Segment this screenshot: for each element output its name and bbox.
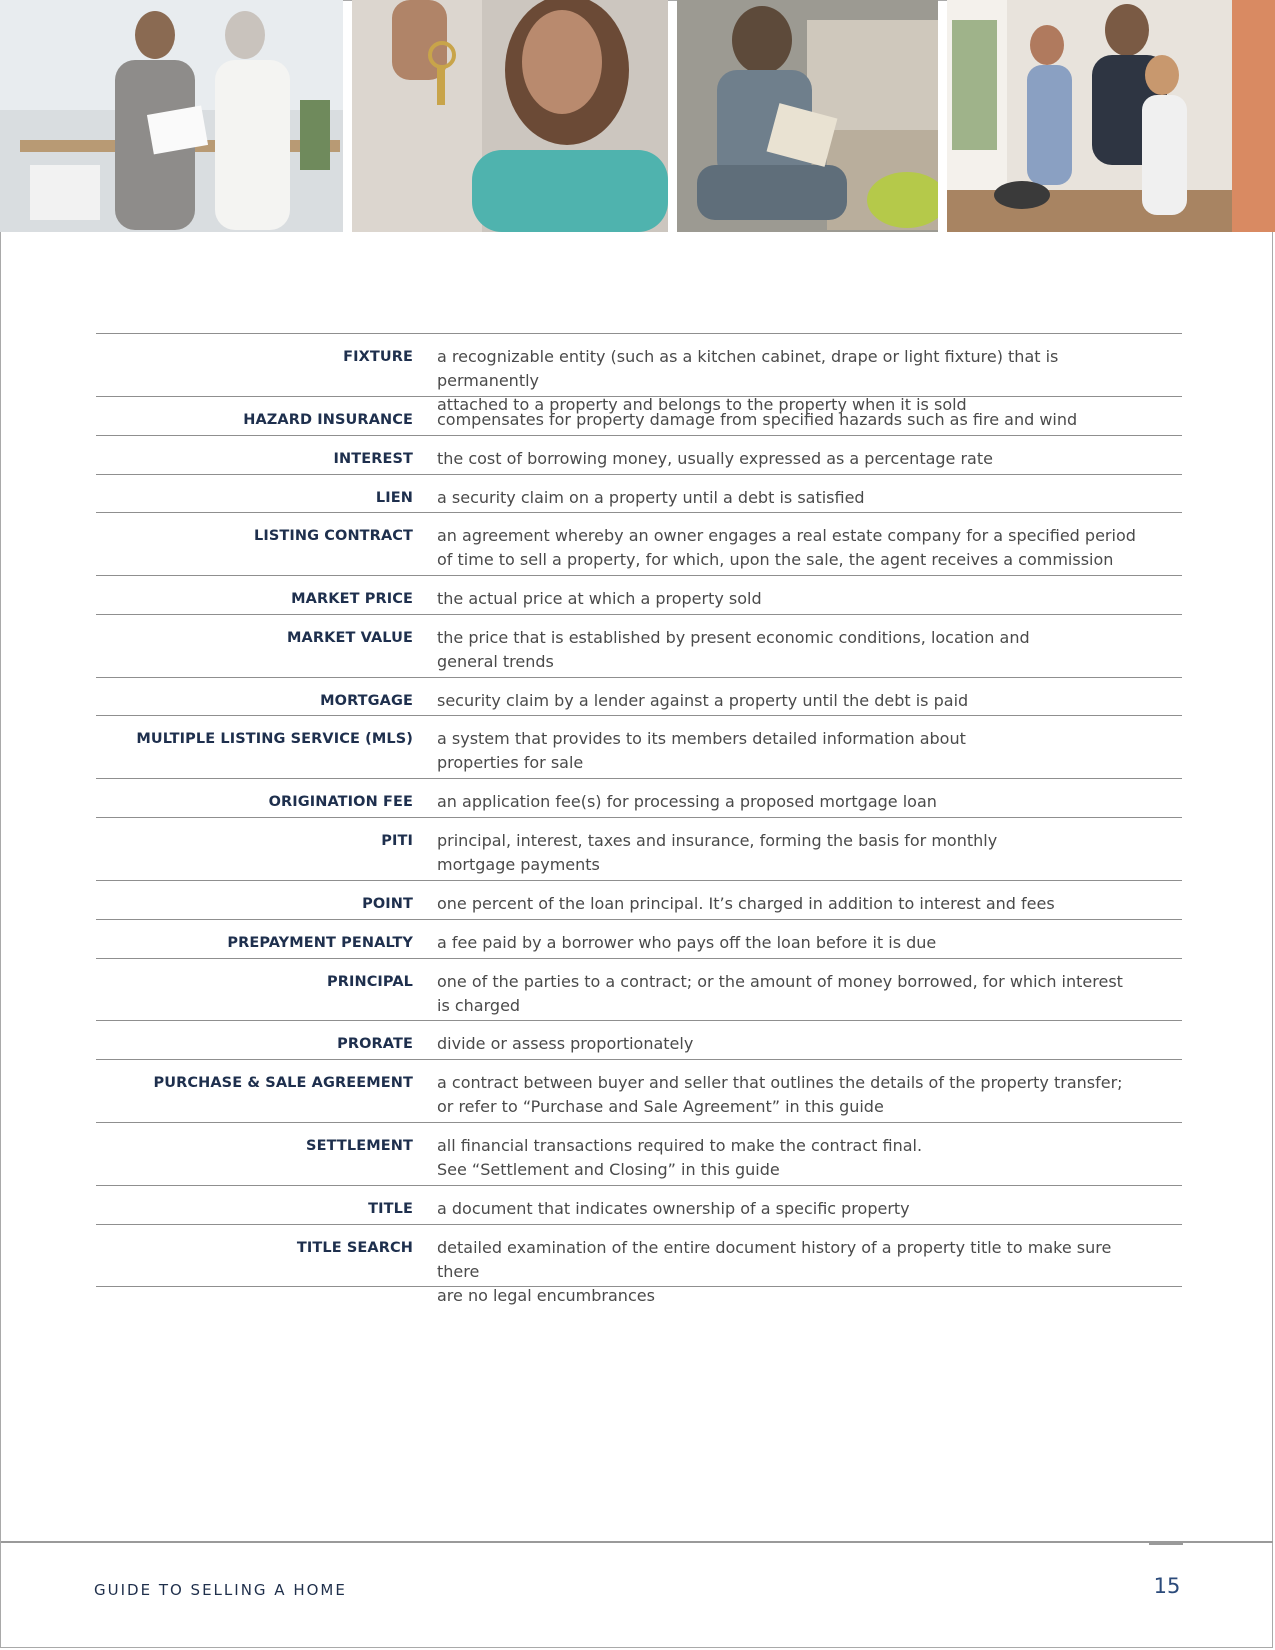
glossary-definition: the cost of borrowing money, usually expressed as a percentage rate <box>437 449 993 468</box>
glossary-term: MULTIPLE LISTING SERVICE (MLS) <box>136 731 413 747</box>
photo-family-arriving-home <box>947 0 1275 232</box>
glossary-table <box>96 333 1182 1305</box>
glossary-term: MORTGAGE <box>320 693 413 709</box>
glossary-term: PRINCIPAL <box>326 974 413 990</box>
glossary-row <box>96 779 1182 818</box>
glossary-definition: a recognizable entity (such as a kitchen cabinet, drape or light fixture) that is permanently attached to a property and belongs to the property when it is sold <box>437 347 1059 414</box>
glossary-term: MARKET VALUE <box>287 630 413 646</box>
glossary-term: PITI <box>381 833 413 849</box>
photo-two-women-reviewing-document <box>0 0 343 232</box>
glossary-definition: a system that provides to its members detailed information about properties for sale <box>437 729 966 772</box>
glossary-definition: compensates for property damage from specified hazards such as fire and wind <box>437 410 1078 429</box>
glossary-row <box>96 615 1182 678</box>
glossary-definition: the actual price at which a property sold <box>437 589 762 608</box>
glossary-term: FIXTURE <box>343 349 413 365</box>
glossary-row <box>96 881 1182 920</box>
glossary-row <box>96 716 1182 779</box>
glossary-term: HAZARD INSURANCE <box>243 412 413 428</box>
glossary-definition: detailed examination of the entire document history of a property title to make sure there are no legal encumbrances <box>437 1238 1112 1305</box>
glossary-row <box>96 475 1182 513</box>
glossary-definition: principal, interest, taxes and insurance, forming the basis for monthly mortgage payments <box>437 831 998 874</box>
glossary-row <box>96 959 1182 1021</box>
photo-woman-holding-house-keys <box>352 0 668 232</box>
glossary-term: INTEREST <box>333 451 413 467</box>
glossary-term: POINT <box>362 896 413 912</box>
glossary-row <box>96 436 1182 475</box>
photo-strip <box>0 0 1275 232</box>
glossary-definition: a security claim on a property until a debt is satisfied <box>437 488 865 507</box>
glossary-row <box>96 513 1182 576</box>
glossary-term: LISTING CONTRACT <box>254 528 413 544</box>
glossary-term: MARKET PRICE <box>291 591 413 607</box>
glossary-row <box>96 818 1182 881</box>
glossary-definition: one percent of the loan principal. It’s charged in addition to interest and fees <box>437 894 1055 913</box>
glossary-row <box>96 1225 1182 1305</box>
glossary-term: TITLE SEARCH <box>296 1240 413 1256</box>
glossary-term: SETTLEMENT <box>306 1138 413 1154</box>
glossary-row <box>96 1186 1182 1225</box>
glossary-definition: a contract between buyer and seller that outlines the details of the property transfer; or refer to “Purchase and Sale Agreement” in this guide <box>437 1073 1123 1116</box>
footer-document-title: GUIDE TO SELLING A HOME <box>94 1581 347 1599</box>
glossary-row <box>96 920 1182 959</box>
glossary-term: PRORATE <box>337 1036 413 1052</box>
footer-divider <box>1 1541 1273 1543</box>
glossary-row <box>96 1060 1182 1123</box>
glossary-definition: security claim by a lender against a property until the debt is paid <box>437 691 969 710</box>
glossary-row <box>96 678 1182 716</box>
page-number: 15 <box>1153 1574 1181 1598</box>
glossary-term: TITLE <box>368 1201 413 1217</box>
glossary-definition: all financial transactions required to make the contract final. See “Settlement and Closing” in this guide <box>437 1136 923 1179</box>
glossary-definition: a fee paid by a borrower who pays off the loan before it is due <box>437 933 937 952</box>
glossary-term: LIEN <box>375 490 413 506</box>
glossary-term: PREPAYMENT PENALTY <box>227 935 413 951</box>
photo-woman-unpacking-boxes <box>677 0 938 232</box>
glossary-definition: an agreement whereby an owner engages a real estate company for a specified period of time to sell a property, for which, upon the sale, the agent receives a commission <box>437 526 1136 569</box>
glossary-row <box>96 1123 1182 1186</box>
glossary-row <box>96 1021 1182 1060</box>
page-number-tick <box>1149 1543 1183 1545</box>
glossary-term: ORIGINATION FEE <box>268 794 413 810</box>
glossary-definition: a document that indicates ownership of a specific property <box>437 1199 910 1218</box>
glossary-definition: an application fee(s) for processing a proposed mortgage loan <box>437 792 937 811</box>
glossary-row <box>96 334 1182 414</box>
glossary-row <box>96 576 1182 615</box>
glossary-definition: one of the parties to a contract; or the amount of money borrowed, for which interest is charged <box>437 972 1123 1015</box>
glossary-definition: divide or assess proportionately <box>437 1034 694 1053</box>
glossary-definition: the price that is established by present economic conditions, location and general trends <box>437 628 1030 671</box>
glossary-term: PURCHASE & SALE AGREEMENT <box>153 1075 413 1091</box>
